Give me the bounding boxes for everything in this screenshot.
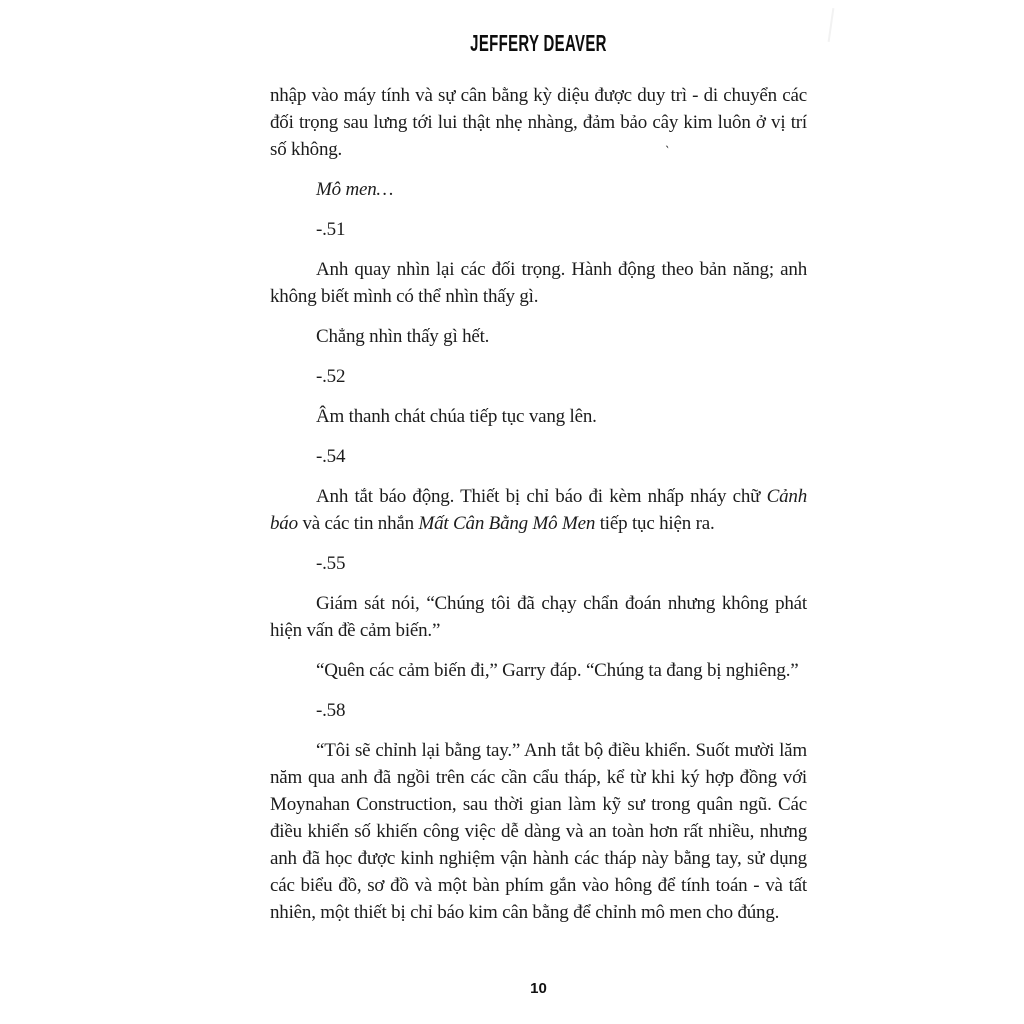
text-run: -.54 (316, 446, 346, 467)
text-run: “Tôi sẽ chỉnh lại bằng tay.” Anh tắt bộ điều khiển. Suốt mười lăm năm qua anh đã ngồi trên các cần cẩu tháp, kể từ khi ký hợp đồng với Moynahan Construction, sau thời gian làm kỹ sư trong quân ngũ. Các điều khiển số khiến công việc dễ dàng và an toàn hơn rất nhiều, nhưng anh đã học được kinh nghiệm vận hành các tháp này bằng tay, sử dụng các biểu đồ, sơ đồ và một bàn phím gắn vào hông để tính toán - và tất nhiên, một thiết bị chỉ báo kim cân bằng để chỉnh mô men cho đúng. (270, 740, 807, 923)
text-run: Chẳng nhìn thấy gì hết. (316, 326, 490, 347)
text-run: tiếp tục hiện ra. (595, 513, 715, 534)
paragraph (270, 403, 807, 430)
running-head (270, 30, 807, 56)
paragraph (270, 216, 807, 243)
paragraph (270, 590, 807, 644)
paragraph (270, 657, 807, 684)
text-run: -.52 (316, 366, 346, 387)
scan-artifact-corner (828, 8, 835, 42)
paragraph (270, 323, 807, 350)
italic-text-run: Mô men… (316, 179, 394, 200)
paragraph (270, 82, 807, 163)
paragraph (270, 483, 807, 537)
page-number: 10 (530, 980, 547, 997)
text-run: -.51 (316, 219, 346, 240)
paragraph (270, 256, 807, 310)
paragraph (270, 697, 807, 724)
author-header: JEFFERY DEAVER (470, 30, 607, 57)
text-run: -.55 (316, 553, 346, 574)
scan-artifact-accent: ˏ (664, 133, 673, 150)
italic-text-run: Mất Cân Bằng Mô Men (418, 513, 596, 534)
paragraph (270, 550, 807, 577)
text-run: và các tin nhắn (297, 513, 419, 534)
text-run: Anh quay nhìn lại các đối trọng. Hành động theo bản năng; anh không biết mình có thể nhìn thấy gì. (270, 259, 807, 307)
text-run: -.58 (316, 700, 346, 721)
text-run: Giám sát nói, “Chúng tôi đã chạy chẩn đoán nhưng không phát hiện vấn đề cảm biến.” (270, 593, 807, 641)
text-run: Anh tắt báo động. Thiết bị chỉ báo đi kèm nhấp nháy chữ (316, 486, 767, 507)
paragraph (270, 363, 807, 390)
paragraph (270, 737, 807, 926)
paragraph (270, 176, 807, 203)
paragraph (270, 443, 807, 470)
page-body (270, 82, 807, 939)
text-run: “Quên các cảm biến đi,” Garry đáp. “Chúng ta đang bị nghiêng.” (316, 660, 799, 681)
text-run: Âm thanh chát chúa tiếp tục vang lên. (316, 406, 597, 427)
italic-text-run: Cảnh báo (270, 486, 807, 534)
text-run: nhập vào máy tính và sự cân bằng kỳ diệu được duy trì - di chuyển các đối trọng sau lưng tới lui thật nhẹ nhàng, đảm bảo cây kim luôn ở vị trí số không. (270, 85, 807, 160)
